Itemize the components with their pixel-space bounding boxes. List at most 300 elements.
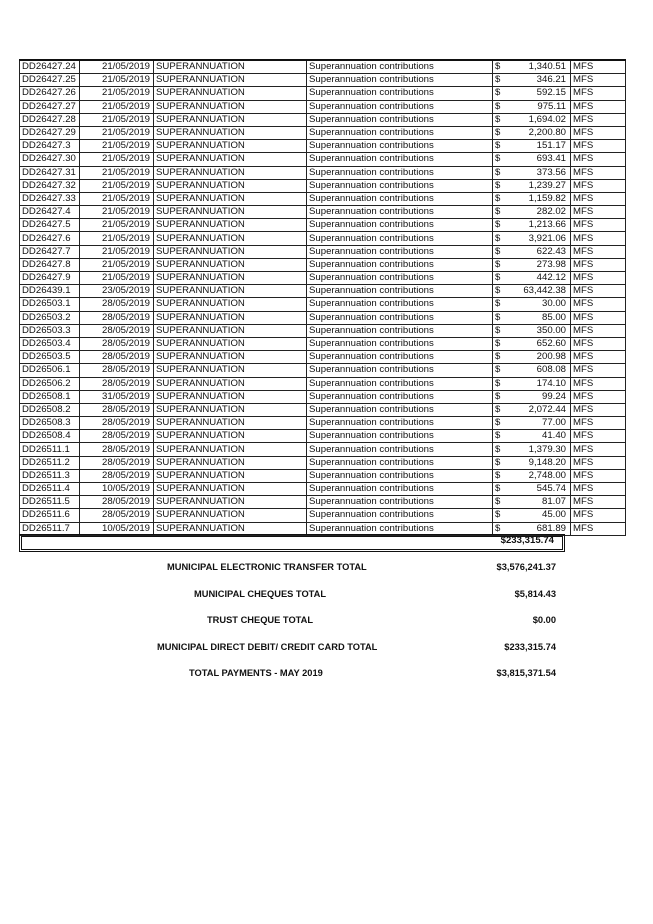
amount-cell: 346.21	[507, 74, 571, 87]
date-cell: 28/05/2019	[80, 403, 154, 416]
currency-cell: $	[493, 403, 508, 416]
code-cell: MFS	[571, 522, 626, 535]
code-cell: MFS	[571, 166, 626, 179]
amount-cell: 622.43	[507, 245, 571, 258]
payee-cell: SUPERANNUATION	[154, 272, 307, 285]
currency-cell: $	[493, 311, 508, 324]
summary-electronic-label: MUNICIPAL ELECTRONIC TRANSFER TOTAL	[167, 562, 367, 572]
currency-cell: $	[493, 258, 508, 271]
code-cell: MFS	[571, 272, 626, 285]
code-cell: MFS	[571, 298, 626, 311]
code-cell: MFS	[571, 74, 626, 87]
ref-cell: DD26427.3	[20, 140, 80, 153]
table-row	[20, 126, 626, 139]
ref-cell: DD26427.6	[20, 232, 80, 245]
currency-cell: $	[493, 272, 508, 285]
amount-cell: 41.40	[507, 430, 571, 443]
amount-cell: 2,200.80	[507, 126, 571, 139]
description-cell: Superannuation contributions	[307, 60, 493, 74]
description-cell: Superannuation contributions	[307, 192, 493, 205]
code-cell: MFS	[571, 87, 626, 100]
ref-cell: DD26427.28	[20, 113, 80, 126]
summary-electronic-value: $3,576,241.37	[496, 562, 556, 572]
date-cell: 21/05/2019	[80, 100, 154, 113]
ref-cell: DD26508.3	[20, 417, 80, 430]
date-cell: 21/05/2019	[80, 113, 154, 126]
code-cell: MFS	[571, 390, 626, 403]
summary-cheques-label: MUNICIPAL CHEQUES TOTAL	[194, 589, 327, 599]
code-cell: MFS	[571, 113, 626, 126]
code-cell: MFS	[571, 443, 626, 456]
date-cell: 28/05/2019	[80, 456, 154, 469]
code-cell: MFS	[571, 206, 626, 219]
ref-cell: DD26427.33	[20, 192, 80, 205]
payee-cell: SUPERANNUATION	[154, 469, 307, 482]
description-cell: Superannuation contributions	[307, 140, 493, 153]
table-row	[20, 74, 626, 87]
date-cell: 21/05/2019	[80, 179, 154, 192]
amount-cell: 99.24	[507, 390, 571, 403]
ref-cell: DD26511.2	[20, 456, 80, 469]
code-cell: MFS	[571, 126, 626, 139]
date-cell: 28/05/2019	[80, 324, 154, 337]
description-cell: Superannuation contributions	[307, 456, 493, 469]
currency-cell: $	[493, 469, 508, 482]
description-cell: Superannuation contributions	[307, 298, 493, 311]
table-row	[20, 456, 626, 469]
currency-cell: $	[493, 87, 508, 100]
currency-cell: $	[493, 100, 508, 113]
payee-cell: SUPERANNUATION	[154, 258, 307, 271]
amount-cell: 2,072.44	[507, 403, 571, 416]
amount-cell: 81.07	[507, 496, 571, 509]
amount-cell: 3,921.06	[507, 232, 571, 245]
summary-debit-value: $233,315.74	[504, 642, 556, 652]
ref-cell: DD26427.32	[20, 179, 80, 192]
date-cell: 28/05/2019	[80, 377, 154, 390]
date-cell: 28/05/2019	[80, 430, 154, 443]
payee-cell: SUPERANNUATION	[154, 298, 307, 311]
amount-cell: 174.10	[507, 377, 571, 390]
summary-cheques-value: $5,814.43	[514, 589, 556, 599]
description-cell: Superannuation contributions	[307, 179, 493, 192]
table-row	[20, 469, 626, 482]
amount-cell: 975.11	[507, 100, 571, 113]
date-cell: 21/05/2019	[80, 258, 154, 271]
code-cell: MFS	[571, 258, 626, 271]
table-row	[20, 113, 626, 126]
payee-cell: SUPERANNUATION	[154, 206, 307, 219]
ref-cell: DD26503.1	[20, 298, 80, 311]
date-cell: 21/05/2019	[80, 245, 154, 258]
payee-cell: SUPERANNUATION	[154, 377, 307, 390]
payee-cell: SUPERANNUATION	[154, 390, 307, 403]
currency-cell: $	[493, 74, 508, 87]
date-cell: 21/05/2019	[80, 153, 154, 166]
payee-cell: SUPERANNUATION	[154, 522, 307, 535]
date-cell: 21/05/2019	[80, 219, 154, 232]
amount-cell: 282.02	[507, 206, 571, 219]
currency-cell: $	[493, 483, 508, 496]
payments-table-body	[20, 60, 626, 535]
payee-cell: SUPERANNUATION	[154, 166, 307, 179]
table-row	[20, 140, 626, 153]
currency-cell: $	[493, 113, 508, 126]
code-cell: MFS	[571, 232, 626, 245]
payee-cell: SUPERANNUATION	[154, 456, 307, 469]
payee-cell: SUPERANNUATION	[154, 496, 307, 509]
code-cell: MFS	[571, 351, 626, 364]
ref-cell: DD26511.6	[20, 509, 80, 522]
payee-cell: SUPERANNUATION	[154, 219, 307, 232]
currency-cell: $	[493, 522, 508, 535]
payee-cell: SUPERANNUATION	[154, 192, 307, 205]
description-cell: Superannuation contributions	[307, 113, 493, 126]
amount-cell: 200.98	[507, 351, 571, 364]
amount-cell: 652.60	[507, 337, 571, 350]
table-row	[20, 337, 626, 350]
payee-cell: SUPERANNUATION	[154, 153, 307, 166]
code-cell: MFS	[571, 324, 626, 337]
payee-cell: SUPERANNUATION	[154, 245, 307, 258]
summary-payments-label: TOTAL PAYMENTS - MAY 2019	[189, 668, 323, 678]
code-cell: MFS	[571, 245, 626, 258]
code-cell: MFS	[571, 60, 626, 74]
amount-cell: 77.00	[507, 417, 571, 430]
table-row	[20, 285, 626, 298]
summary-debit-label: MUNICIPAL DIRECT DEBIT/ CREDIT CARD TOTAL	[157, 642, 378, 652]
currency-cell: $	[493, 417, 508, 430]
currency-cell: $	[493, 443, 508, 456]
table-row	[20, 417, 626, 430]
payee-cell: SUPERANNUATION	[154, 140, 307, 153]
ref-cell: DD26427.24	[20, 60, 80, 74]
amount-cell: 608.08	[507, 364, 571, 377]
table-row	[20, 232, 626, 245]
description-cell: Superannuation contributions	[307, 469, 493, 482]
ref-cell: DD26427.5	[20, 219, 80, 232]
date-cell: 23/05/2019	[80, 285, 154, 298]
table-row	[20, 153, 626, 166]
amount-cell: 681.89	[507, 522, 571, 535]
payee-cell: SUPERANNUATION	[154, 126, 307, 139]
ref-cell: DD26427.31	[20, 166, 80, 179]
description-cell: Superannuation contributions	[307, 496, 493, 509]
table-row	[20, 298, 626, 311]
description-cell: Superannuation contributions	[307, 153, 493, 166]
description-cell: Superannuation contributions	[307, 522, 493, 535]
currency-cell: $	[493, 285, 508, 298]
date-cell: 21/05/2019	[80, 87, 154, 100]
ref-cell: DD26427.9	[20, 272, 80, 285]
table-row	[20, 509, 626, 522]
ref-cell: DD26427.29	[20, 126, 80, 139]
summary-payments-value: $3,815,371.54	[496, 668, 556, 678]
date-cell: 21/05/2019	[80, 272, 154, 285]
code-cell: MFS	[571, 100, 626, 113]
table-row	[20, 483, 626, 496]
table-row	[20, 430, 626, 443]
amount-cell: 350.00	[507, 324, 571, 337]
summary-trust-label: TRUST CHEQUE TOTAL	[207, 615, 314, 625]
table-row	[20, 87, 626, 100]
ref-cell: DD26508.1	[20, 390, 80, 403]
ref-cell: DD26427.25	[20, 74, 80, 87]
payee-cell: SUPERANNUATION	[154, 100, 307, 113]
table-total-value: $233,315.74	[500, 535, 554, 546]
code-cell: MFS	[571, 483, 626, 496]
table-row	[20, 219, 626, 232]
table-row	[20, 324, 626, 337]
amount-cell: 1,159.82	[507, 192, 571, 205]
code-cell: MFS	[571, 219, 626, 232]
date-cell: 10/05/2019	[80, 522, 154, 535]
ref-cell: DD26427.27	[20, 100, 80, 113]
table-row	[20, 390, 626, 403]
table-row	[20, 311, 626, 324]
currency-cell: $	[493, 179, 508, 192]
description-cell: Superannuation contributions	[307, 126, 493, 139]
payee-cell: SUPERANNUATION	[154, 417, 307, 430]
description-cell: Superannuation contributions	[307, 377, 493, 390]
description-cell: Superannuation contributions	[307, 285, 493, 298]
code-cell: MFS	[571, 337, 626, 350]
table-row	[20, 60, 626, 74]
ref-cell: DD26511.1	[20, 443, 80, 456]
code-cell: MFS	[571, 456, 626, 469]
payee-cell: SUPERANNUATION	[154, 324, 307, 337]
table-row	[20, 100, 626, 113]
date-cell: 28/05/2019	[80, 496, 154, 509]
payee-cell: SUPERANNUATION	[154, 509, 307, 522]
table-row	[20, 496, 626, 509]
payee-cell: SUPERANNUATION	[154, 60, 307, 74]
code-cell: MFS	[571, 377, 626, 390]
currency-cell: $	[493, 377, 508, 390]
description-cell: Superannuation contributions	[307, 87, 493, 100]
amount-cell: 30.00	[507, 298, 571, 311]
description-cell: Superannuation contributions	[307, 430, 493, 443]
date-cell: 21/05/2019	[80, 126, 154, 139]
description-cell: Superannuation contributions	[307, 351, 493, 364]
payee-cell: SUPERANNUATION	[154, 179, 307, 192]
code-cell: MFS	[571, 496, 626, 509]
code-cell: MFS	[571, 153, 626, 166]
description-cell: Superannuation contributions	[307, 443, 493, 456]
amount-cell: 1,340.51	[507, 60, 571, 74]
description-cell: Superannuation contributions	[307, 509, 493, 522]
description-cell: Superannuation contributions	[307, 232, 493, 245]
amount-cell: 373.56	[507, 166, 571, 179]
description-cell: Superannuation contributions	[307, 245, 493, 258]
ref-cell: DD26511.4	[20, 483, 80, 496]
amount-cell: 273.98	[507, 258, 571, 271]
ref-cell: DD26508.2	[20, 403, 80, 416]
date-cell: 21/05/2019	[80, 74, 154, 87]
currency-cell: $	[493, 140, 508, 153]
table-row	[20, 403, 626, 416]
description-cell: Superannuation contributions	[307, 100, 493, 113]
ref-cell: DD26511.7	[20, 522, 80, 535]
date-cell: 28/05/2019	[80, 443, 154, 456]
payee-cell: SUPERANNUATION	[154, 74, 307, 87]
amount-cell: 693.41	[507, 153, 571, 166]
date-cell: 10/05/2019	[80, 483, 154, 496]
code-cell: MFS	[571, 430, 626, 443]
table-row	[20, 364, 626, 377]
ref-cell: DD26506.1	[20, 364, 80, 377]
code-cell: MFS	[571, 311, 626, 324]
payee-cell: SUPERANNUATION	[154, 443, 307, 456]
code-cell: MFS	[571, 403, 626, 416]
table-row	[20, 258, 626, 271]
date-cell: 28/05/2019	[80, 364, 154, 377]
code-cell: MFS	[571, 417, 626, 430]
currency-cell: $	[493, 206, 508, 219]
table-row	[20, 192, 626, 205]
amount-cell: 9,148.20	[507, 456, 571, 469]
payee-cell: SUPERANNUATION	[154, 311, 307, 324]
currency-cell: $	[493, 298, 508, 311]
ref-cell: DD26503.3	[20, 324, 80, 337]
date-cell: 28/05/2019	[80, 311, 154, 324]
payee-cell: SUPERANNUATION	[154, 232, 307, 245]
ref-cell: DD26427.30	[20, 153, 80, 166]
currency-cell: $	[493, 219, 508, 232]
table-row	[20, 166, 626, 179]
amount-cell: 1,379.30	[507, 443, 571, 456]
ref-cell: DD26427.7	[20, 245, 80, 258]
currency-cell: $	[493, 456, 508, 469]
description-cell: Superannuation contributions	[307, 403, 493, 416]
date-cell: 21/05/2019	[80, 140, 154, 153]
date-cell: 21/05/2019	[80, 166, 154, 179]
code-cell: MFS	[571, 364, 626, 377]
date-cell: 21/05/2019	[80, 206, 154, 219]
currency-cell: $	[493, 509, 508, 522]
code-cell: MFS	[571, 469, 626, 482]
description-cell: Superannuation contributions	[307, 324, 493, 337]
code-cell: MFS	[571, 179, 626, 192]
table-row	[20, 351, 626, 364]
ref-cell: DD26506.2	[20, 377, 80, 390]
ref-cell: DD26427.4	[20, 206, 80, 219]
ref-cell: DD26439.1	[20, 285, 80, 298]
amount-cell: 85.00	[507, 311, 571, 324]
date-cell: 28/05/2019	[80, 417, 154, 430]
date-cell: 28/05/2019	[80, 298, 154, 311]
code-cell: MFS	[571, 285, 626, 298]
currency-cell: $	[493, 390, 508, 403]
payee-cell: SUPERANNUATION	[154, 364, 307, 377]
date-cell: 21/05/2019	[80, 60, 154, 74]
ref-cell: DD26427.8	[20, 258, 80, 271]
amount-cell: 1,694.02	[507, 113, 571, 126]
date-cell: 28/05/2019	[80, 509, 154, 522]
summary-trust-value: $0.00	[532, 615, 556, 625]
ref-cell: DD26503.5	[20, 351, 80, 364]
description-cell: Superannuation contributions	[307, 483, 493, 496]
currency-cell: $	[493, 126, 508, 139]
code-cell: MFS	[571, 140, 626, 153]
ref-cell: DD26511.3	[20, 469, 80, 482]
description-cell: Superannuation contributions	[307, 272, 493, 285]
description-cell: Superannuation contributions	[307, 364, 493, 377]
date-cell: 28/05/2019	[80, 337, 154, 350]
currency-cell: $	[493, 166, 508, 179]
description-cell: Superannuation contributions	[307, 166, 493, 179]
date-cell: 28/05/2019	[80, 351, 154, 364]
description-cell: Superannuation contributions	[307, 74, 493, 87]
currency-cell: $	[493, 245, 508, 258]
currency-cell: $	[493, 153, 508, 166]
ref-cell: DD26503.2	[20, 311, 80, 324]
amount-cell: 442.12	[507, 272, 571, 285]
code-cell: MFS	[571, 192, 626, 205]
description-cell: Superannuation contributions	[307, 311, 493, 324]
ref-cell: DD26508.4	[20, 430, 80, 443]
currency-cell: $	[493, 232, 508, 245]
code-cell: MFS	[571, 509, 626, 522]
amount-cell: 592.15	[507, 87, 571, 100]
currency-cell: $	[493, 337, 508, 350]
currency-cell: $	[493, 192, 508, 205]
payee-cell: SUPERANNUATION	[154, 337, 307, 350]
amount-cell: 545.74	[507, 483, 571, 496]
ref-cell: DD26511.5	[20, 496, 80, 509]
payee-cell: SUPERANNUATION	[154, 285, 307, 298]
amount-cell: 1,213.66	[507, 219, 571, 232]
payee-cell: SUPERANNUATION	[154, 483, 307, 496]
date-cell: 21/05/2019	[80, 232, 154, 245]
currency-cell: $	[493, 496, 508, 509]
currency-cell: $	[493, 351, 508, 364]
currency-cell: $	[493, 60, 508, 74]
date-cell: 21/05/2019	[80, 192, 154, 205]
description-cell: Superannuation contributions	[307, 390, 493, 403]
description-cell: Superannuation contributions	[307, 337, 493, 350]
table-row	[20, 179, 626, 192]
payee-cell: SUPERANNUATION	[154, 87, 307, 100]
payee-cell: SUPERANNUATION	[154, 403, 307, 416]
currency-cell: $	[493, 364, 508, 377]
amount-cell: 151.17	[507, 140, 571, 153]
table-row	[20, 443, 626, 456]
amount-cell: 2,748.00	[507, 469, 571, 482]
payee-cell: SUPERANNUATION	[154, 113, 307, 126]
description-cell: Superannuation contributions	[307, 258, 493, 271]
description-cell: Superannuation contributions	[307, 417, 493, 430]
table-row	[20, 377, 626, 390]
table-row	[20, 272, 626, 285]
payee-cell: SUPERANNUATION	[154, 351, 307, 364]
date-cell: 28/05/2019	[80, 469, 154, 482]
currency-cell: $	[493, 324, 508, 337]
ref-cell: DD26427.26	[20, 87, 80, 100]
amount-cell: 45.00	[507, 509, 571, 522]
description-cell: Superannuation contributions	[307, 219, 493, 232]
table-row	[20, 206, 626, 219]
table-row	[20, 245, 626, 258]
amount-cell: 1,239.27	[507, 179, 571, 192]
date-cell: 31/05/2019	[80, 390, 154, 403]
payee-cell: SUPERANNUATION	[154, 430, 307, 443]
ref-cell: DD26503.4	[20, 337, 80, 350]
currency-cell: $	[493, 430, 508, 443]
amount-cell: 63,442.38	[507, 285, 571, 298]
payments-table	[19, 59, 626, 536]
description-cell: Superannuation contributions	[307, 206, 493, 219]
